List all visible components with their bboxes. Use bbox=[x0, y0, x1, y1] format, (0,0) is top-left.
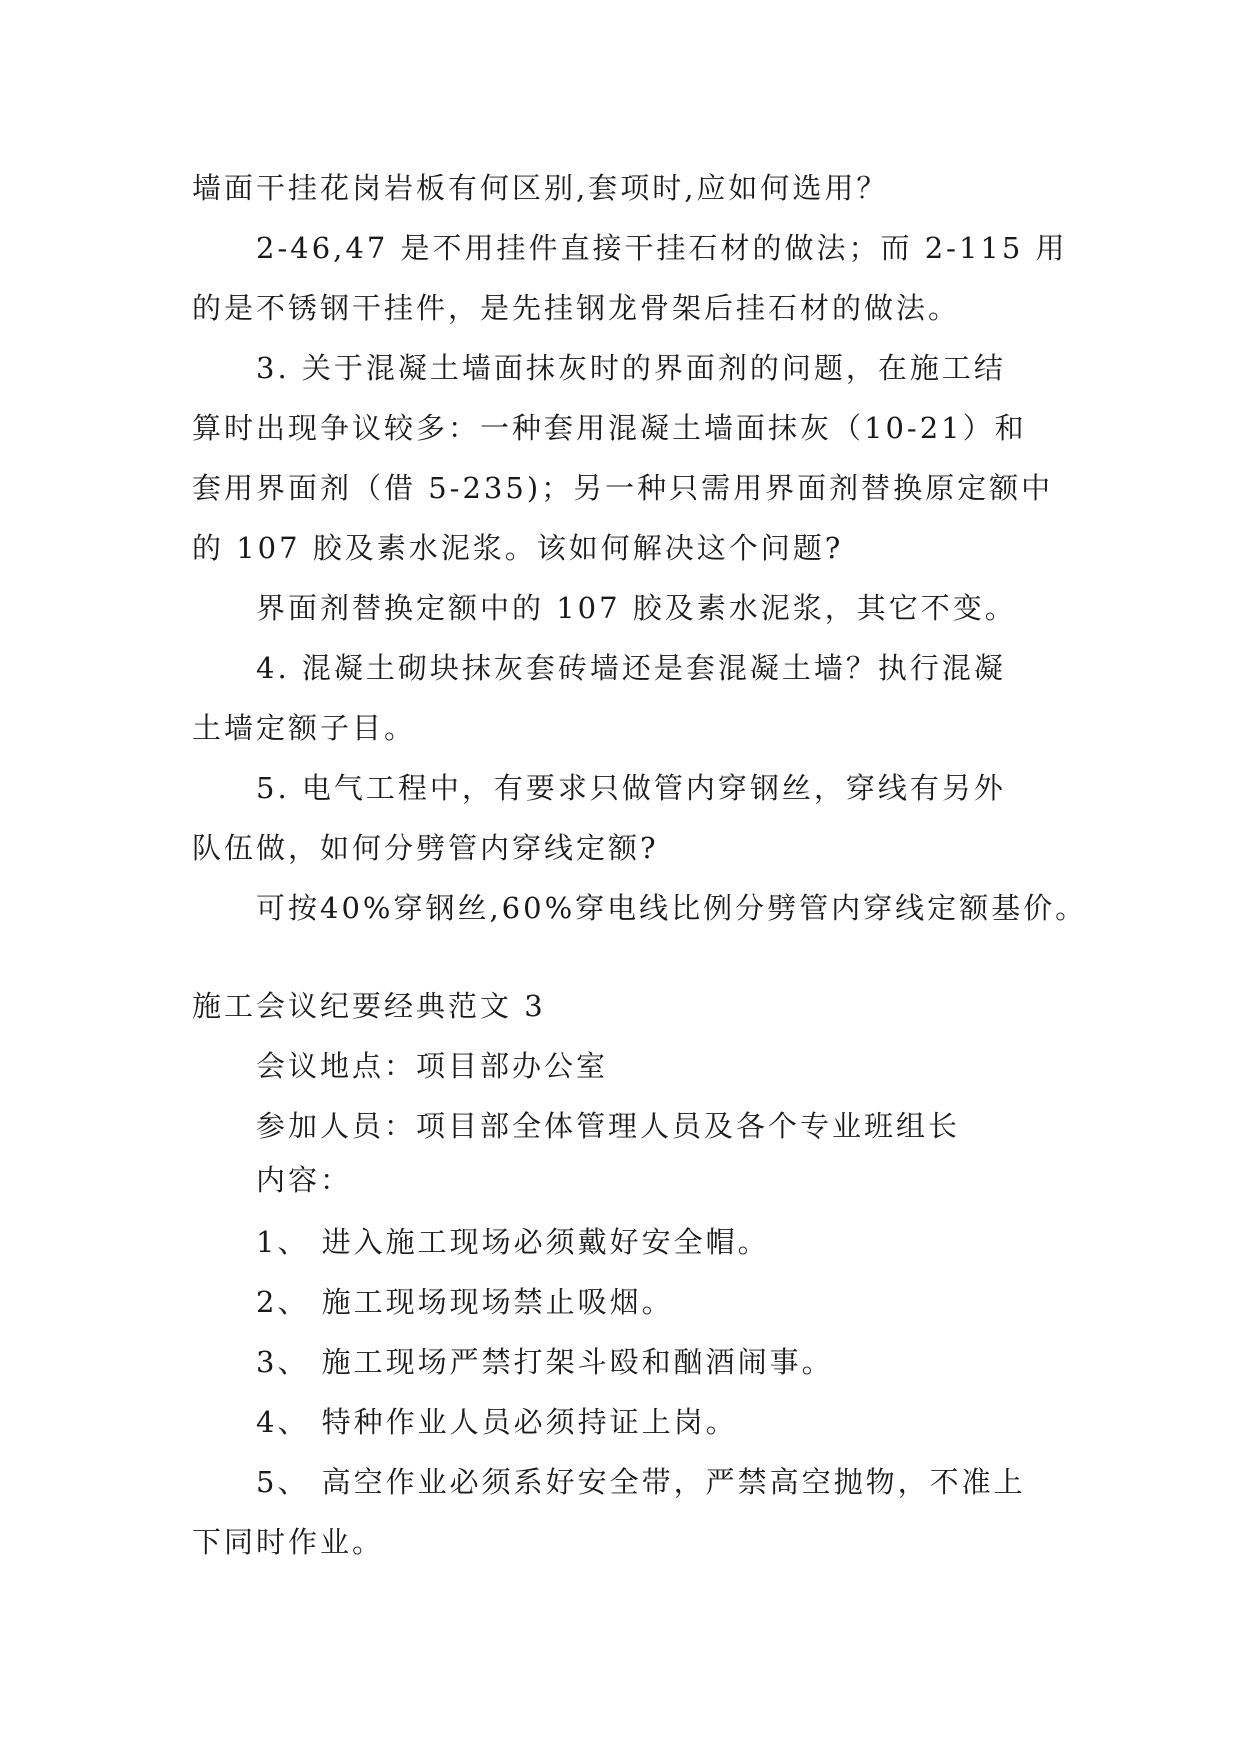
text-line: 2-46,47 是不用挂件直接干挂石材的做法；而 2-115 用 bbox=[256, 231, 1068, 265]
text-line: 队伍做，如何分劈管内穿线定额? bbox=[192, 831, 659, 865]
list-item: 5、 高空作业必须系好安全带，严禁高空抛物，不准上 bbox=[256, 1465, 1026, 1499]
list-item: 3、 施工现场严禁打架斗殴和酗酒闹事。 bbox=[256, 1345, 834, 1379]
section-title: 施工会议纪要经典范文 3 bbox=[192, 989, 546, 1023]
text-line: 套用界面剂（借 5-235)；另一种只需用界面剂替换原定额中 bbox=[192, 471, 1054, 505]
text-line: 的 107 胶及素水泥浆。该如何解决这个问题? bbox=[192, 531, 844, 565]
list-item: 1、 进入施工现场必须戴好安全帽。 bbox=[256, 1225, 770, 1259]
text-line: 会议地点：项目部办公室 bbox=[256, 1049, 609, 1083]
list-item: 4、 特种作业人员必须持证上岗。 bbox=[256, 1405, 738, 1439]
text-line: 3. 关于混凝土墙面抹灰时的界面剂的问题，在施工结 bbox=[256, 351, 1006, 385]
text-line: 墙面干挂花岗岩板有何区别,套项时,应如何选用？ bbox=[192, 171, 889, 205]
text-line: 的是不锈钢干挂件，是先挂钢龙骨架后挂石材的做法。 bbox=[192, 291, 961, 325]
text-line: 算时出现争议较多：一种套用混凝土墙面抹灰（10-21）和 bbox=[192, 411, 1027, 445]
text-line: 下同时作业。 bbox=[192, 1525, 385, 1559]
text-line: 可按40%穿钢丝,60%穿电线比例分劈管内穿线定额基价。 bbox=[256, 891, 1088, 925]
text-line: 内容： bbox=[256, 1163, 353, 1197]
list-item: 2、 施工现场现场禁止吸烟。 bbox=[256, 1285, 674, 1319]
text-line: 4. 混凝土砌块抹灰套砖墙还是套混凝土墙？执行混凝 bbox=[256, 651, 1006, 685]
text-line: 参加人员：项目部全体管理人员及各个专业班组长 bbox=[256, 1109, 961, 1143]
text-line: 界面剂替换定额中的 107 胶及素水泥浆，其它不变。 bbox=[256, 591, 1017, 625]
text-line: 5. 电气工程中，有要求只做管内穿钢丝，穿线有另外 bbox=[256, 771, 1006, 805]
text-line: 土墙定额子目。 bbox=[192, 711, 417, 745]
